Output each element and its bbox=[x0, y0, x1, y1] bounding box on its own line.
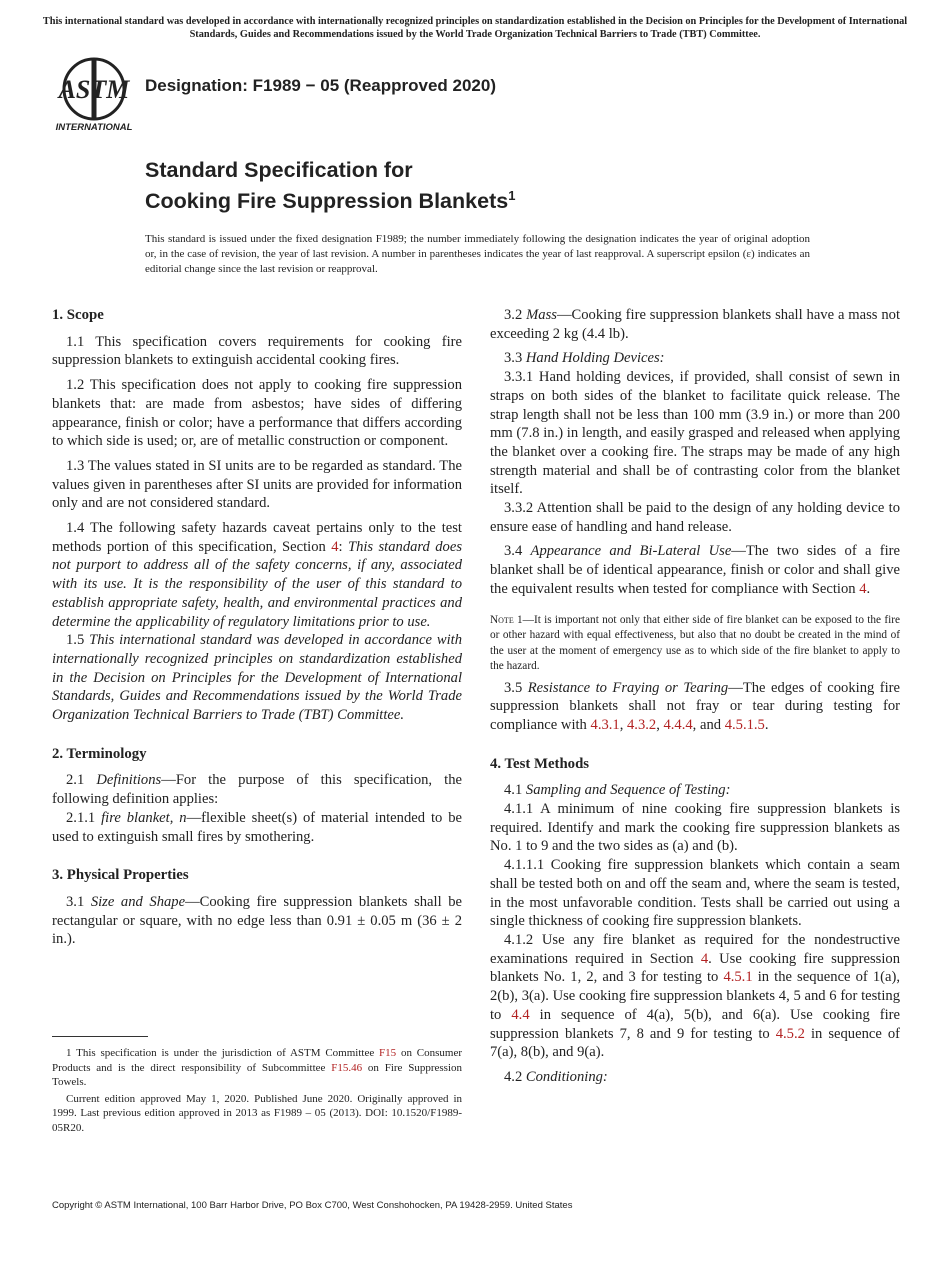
astm-logo-subtext: INTERNATIONAL bbox=[55, 122, 133, 133]
paragraph-3-3: 3.3 Hand Holding Devices: bbox=[504, 350, 665, 367]
designation: Designation: F1989 − 05 (Reapproved 2020) bbox=[145, 76, 496, 95]
astm-logo bbox=[52, 56, 136, 134]
note-label: Note 1 bbox=[490, 613, 523, 626]
left-column bbox=[52, 306, 462, 955]
issuance-notice: This standard is issued under the fixed designation F1989; the number immediately following the designation indicates the year of original adoption or, in the case of revision, the year of last revision. A number in parentheses indicates the year of last reapproval. A superscript epsilon (ε) indicates an editorial change since the last revision or reapproval. bbox=[145, 233, 810, 275]
section-link[interactable]: 4.5.2 bbox=[775, 1025, 805, 1042]
paragraph-1-5: 1.5 This international standard was developed in accordance with internationally recognized principles on standardization established in the Decision on Principles for the Development of International Standards, Guides and Recommendations issued by the World Trade Organization Technical Barriers to Trade (TBT) Committee. bbox=[52, 632, 463, 724]
section-link[interactable]: 4.3.1 bbox=[590, 716, 620, 733]
footnotes bbox=[52, 1046, 462, 1138]
paragraph-2-1-1: 2.1.1 fire blanket, n—flexible sheet(s) of material intended to be used to extinguish small fires by smothering. bbox=[52, 809, 462, 845]
paragraph-3-1: 3.1 Size and Shape—Cooking fire suppression blankets shall be rectangular or square, with no edge less than 0.91 ± 0.05 m (36 ± 2 in.). bbox=[52, 893, 462, 948]
paragraph-3-3-2: 3.3.2 Attention shall be paid to the design of any holding device to ensure ease of handling and hand release. bbox=[490, 500, 900, 535]
paragraph-4-1-1-1: 4.1.1.1 Cooking fire suppression blankets which contain a seam shall be tested both on and off the seam and, where the seam is tested, in the most unfavorable condition. Tests shall be carried out using a single thickness of cooking fire suppression blankets. bbox=[490, 857, 900, 930]
astm-logo-text: ASTM bbox=[58, 75, 130, 104]
section-link[interactable]: 4.5.1.5 bbox=[724, 716, 765, 733]
section-link[interactable]: 4.3.2 bbox=[627, 716, 657, 733]
paragraph-4-1-2: 4.1.2 Use any fire blanket as required for the nondestructive examinations required in Section 4. Use cooking fire suppression blankets No. 1, 2, and 3 for testing to 4.5.1 in the sequence of 1(a), 2(b), 3(a). Use cooking fire suppression blankets 4, 5 and 6 for testing to 4.4 in sequence of 4(a), 5(b), and 6(a). Use cooking fire suppression blankets 7, 8 and 9 for testing to 4.5.2 in sequence of 7(a), 8(b), and 9(a). bbox=[490, 931, 901, 1061]
document-title bbox=[145, 158, 515, 214]
note-1: Note 1—It is important not only that either side of fire blanket can be exposed to the fire or other hazard with equal effectiveness, but also that no doubt be created in the mind of the user at the moment of emergency use as to which side of the fire blanket to apply to the hazard. bbox=[490, 613, 900, 673]
paragraph-1-2: 1.2 This specification does not apply to cooking fire suppression blankets that: are made from asbestos; have sides of differing appearance, finish or color; have a performance that differs according to which side is used; or, are of metallic construction or component. bbox=[52, 377, 462, 450]
section-link[interactable]: 4 bbox=[331, 538, 339, 555]
paragraph-3-4: 3.4 Appearance and Bi-Lateral Use—The two sides of a fire blanket shall be of identical appearance, finish or color and shall give the equivalent results when tested for compliance with Section 4. bbox=[490, 543, 900, 597]
footnote-1: 1 This specification is under the jurisdiction of ASTM Committee F15 on Consumer Products and is the direct responsibility of Subcommittee F15.46 on Fire Suppression Towels. bbox=[52, 1047, 463, 1089]
copyright-notice: Copyright © ASTM International, 100 Barr Harbor Drive, PO Box C700, West Conshohocken, PA 19428-2959. United States bbox=[52, 1200, 573, 1211]
paragraph-1-3: 1.3 The values stated in SI units are to be regarded as standard. The values given in parentheses after SI units are provided for information only and are not considered standard. bbox=[52, 457, 462, 512]
right-column bbox=[490, 306, 900, 1093]
paragraph-4-1: 4.1 Sampling and Sequence of Testing: bbox=[504, 782, 731, 799]
footnote-marker[interactable]: 1 bbox=[508, 188, 516, 203]
paragraph-2-1: 2.1 Definitions—For the purpose of this specification, the following definition applies: bbox=[52, 772, 462, 808]
tbt-banner: This international standard was developed in accordance with internationally recognized principles on standardization established in the Decision on Principles for the Development of International Standards, Guides and Recommendations issued by the World Trade Organization Technical Barriers to Trade (TBT) Committee. bbox=[42, 16, 908, 40]
paragraph-4-2: 4.2 Conditioning: bbox=[504, 1068, 608, 1085]
section-link[interactable]: 4.4 bbox=[511, 1006, 530, 1023]
paragraph-3-3-1: 3.3.1 Hand holding devices, if provided, shall consist of sewn in straps on both sides of the blanket to facilitate quick release. The strap length shall not be less than 100 mm (3.9 in.) or more than 200 mm (7.8 in.) in length, and easily grasped and released when applying the blanket over a cooking fire. The straps may be made of any high strength material and shall be of contrasting color from the blanket itself. bbox=[490, 369, 900, 498]
paragraph-1-1: 1.1 This specification covers requirements for cooking fire suppression blankets to extinguish accidental cooking fires. bbox=[52, 333, 462, 369]
section-link[interactable]: 4.5.1 bbox=[723, 969, 753, 986]
section-heading-scope: 1. Scope bbox=[52, 307, 104, 323]
section-heading-test-methods: 4. Test Methods bbox=[490, 755, 590, 772]
section-link[interactable]: 4 bbox=[700, 950, 709, 967]
footnote-divider bbox=[52, 1036, 148, 1037]
committee-link[interactable]: F15 bbox=[379, 1047, 397, 1059]
section-link[interactable]: 4 bbox=[859, 580, 867, 597]
section-link[interactable]: 4.4.4 bbox=[663, 716, 693, 733]
subcommittee-link[interactable]: F15.46 bbox=[331, 1061, 363, 1074]
paragraph-4-1-1: 4.1.1 A minimum of nine cooking fire suppression blankets is required. Identify and mark the cooking fire suppression blankets as No. 1 to 9 and the two sides as (a) and (b). bbox=[490, 801, 900, 855]
paragraph-3-5: 3.5 Resistance to Fraying or Tearing—The edges of cooking fire suppression blankets shall not fray or tear during testing for compliance with 4.3.1, 4.3.2, 4.4.4, and 4.5.1.5. bbox=[490, 679, 901, 733]
section-heading-physical: 3. Physical Properties bbox=[52, 867, 189, 884]
footnote-edition: Current edition approved May 1, 2020. Published June 2020. Originally approved in 1999. Last previous edition approved in 2013 as F1989 – 05 (2013). DOI: 10.1520/F1989-05R20. bbox=[52, 1092, 462, 1134]
paragraph-3-2: 3.2 Mass—Cooking fire suppression blankets shall have a mass not exceeding 2 kg (4.4 lb). bbox=[490, 307, 901, 342]
section-heading-terminology: 2. Terminology bbox=[52, 745, 147, 762]
title-line-2: Cooking Fire Suppression Blankets$^1$ bbox=[145, 188, 516, 214]
paragraph-1-4: 1.4 The following safety hazards caveat pertains only to the test methods portion of this specification, Section 4: This standard does not purport to address all of the safety concerns, if any, associated with its use. It is the responsibility of the user of this standard to establish appropriate safety, health, and environmental practices and determine the applicability of regulatory limitations prior to use. bbox=[52, 520, 462, 630]
title-line-1: Standard Specification for bbox=[145, 158, 413, 182]
